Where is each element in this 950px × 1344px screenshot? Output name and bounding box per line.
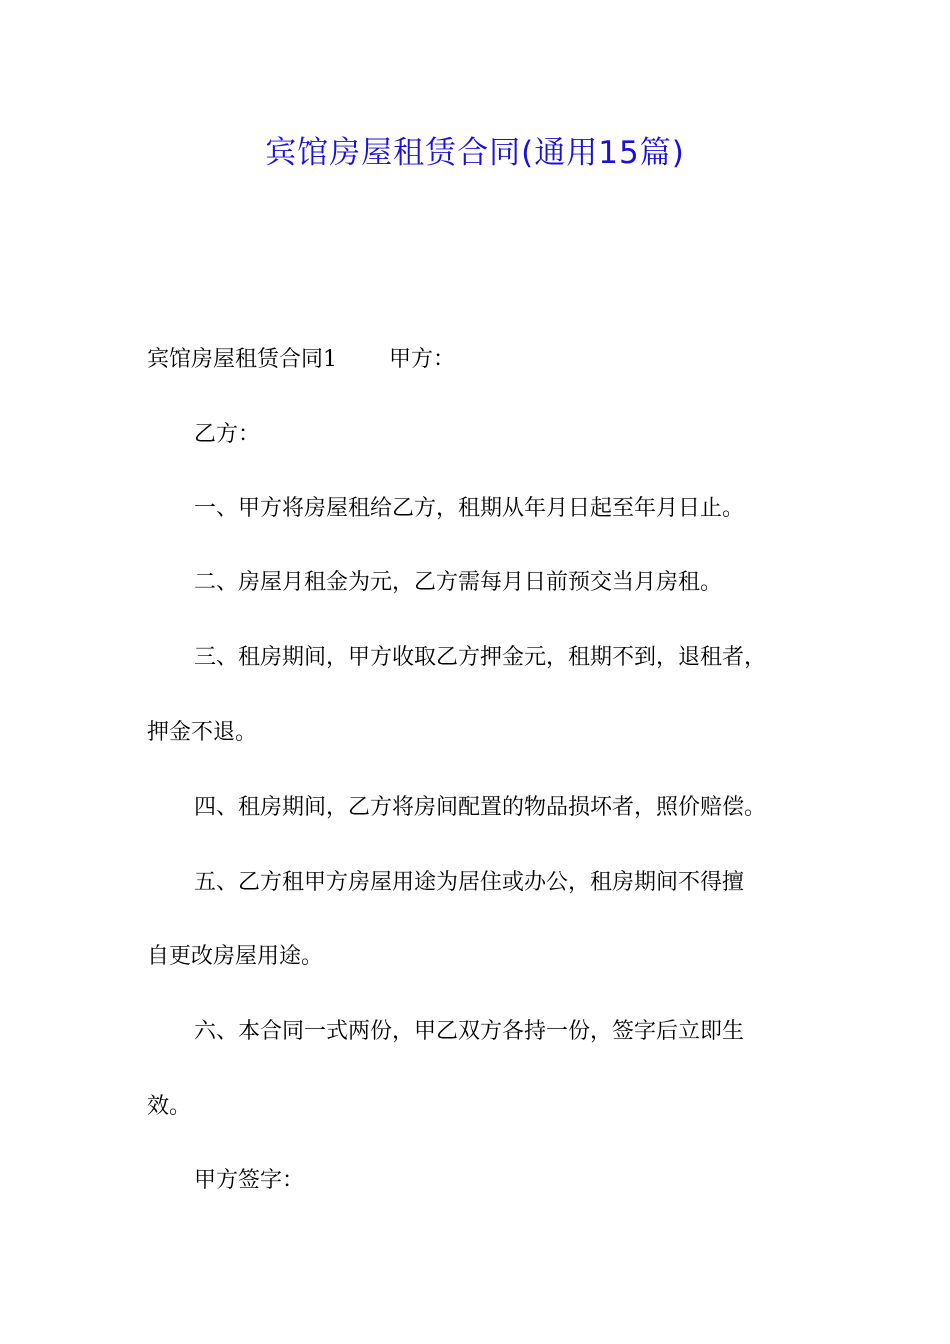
contract-heading-line <box>147 345 847 375</box>
party-a-signature-line: 甲方签字： <box>194 1168 305 1193</box>
clause-3-line-2: 押金不退。 <box>147 720 258 745</box>
clause-4: 四、租房期间，乙方将房间配置的物品损坏者，照价赔偿。 <box>194 795 767 820</box>
clause-6-line-2: 效。 <box>147 1094 192 1119</box>
clause-6-line-1: 六、本合同一式两份，甲乙双方各持一份，签字后立即生 <box>194 1019 745 1044</box>
clause-1: 一、甲方将房屋租给乙方，租期从年月日起至年月日止。 <box>194 496 745 521</box>
clause-3-line-1: 三、租房期间，甲方收取乙方押金元，租期不到，退租者， <box>194 645 767 670</box>
document-title: 宾馆房屋租赁合同(通用15篇) <box>265 135 685 171</box>
party-a-label: 甲方： <box>389 347 456 372</box>
party-b-line: 乙方： <box>194 422 261 447</box>
contract-heading: 宾馆房屋租赁合同1 <box>147 347 337 372</box>
clause-2: 二、房屋月租金为元，乙方需每月日前预交当月房租。 <box>194 570 723 595</box>
clause-5-line-2: 自更改房屋用途。 <box>147 944 324 969</box>
clause-5-line-1: 五、乙方租甲方房屋用途为居住或办公，租房期间不得擅 <box>194 870 745 895</box>
